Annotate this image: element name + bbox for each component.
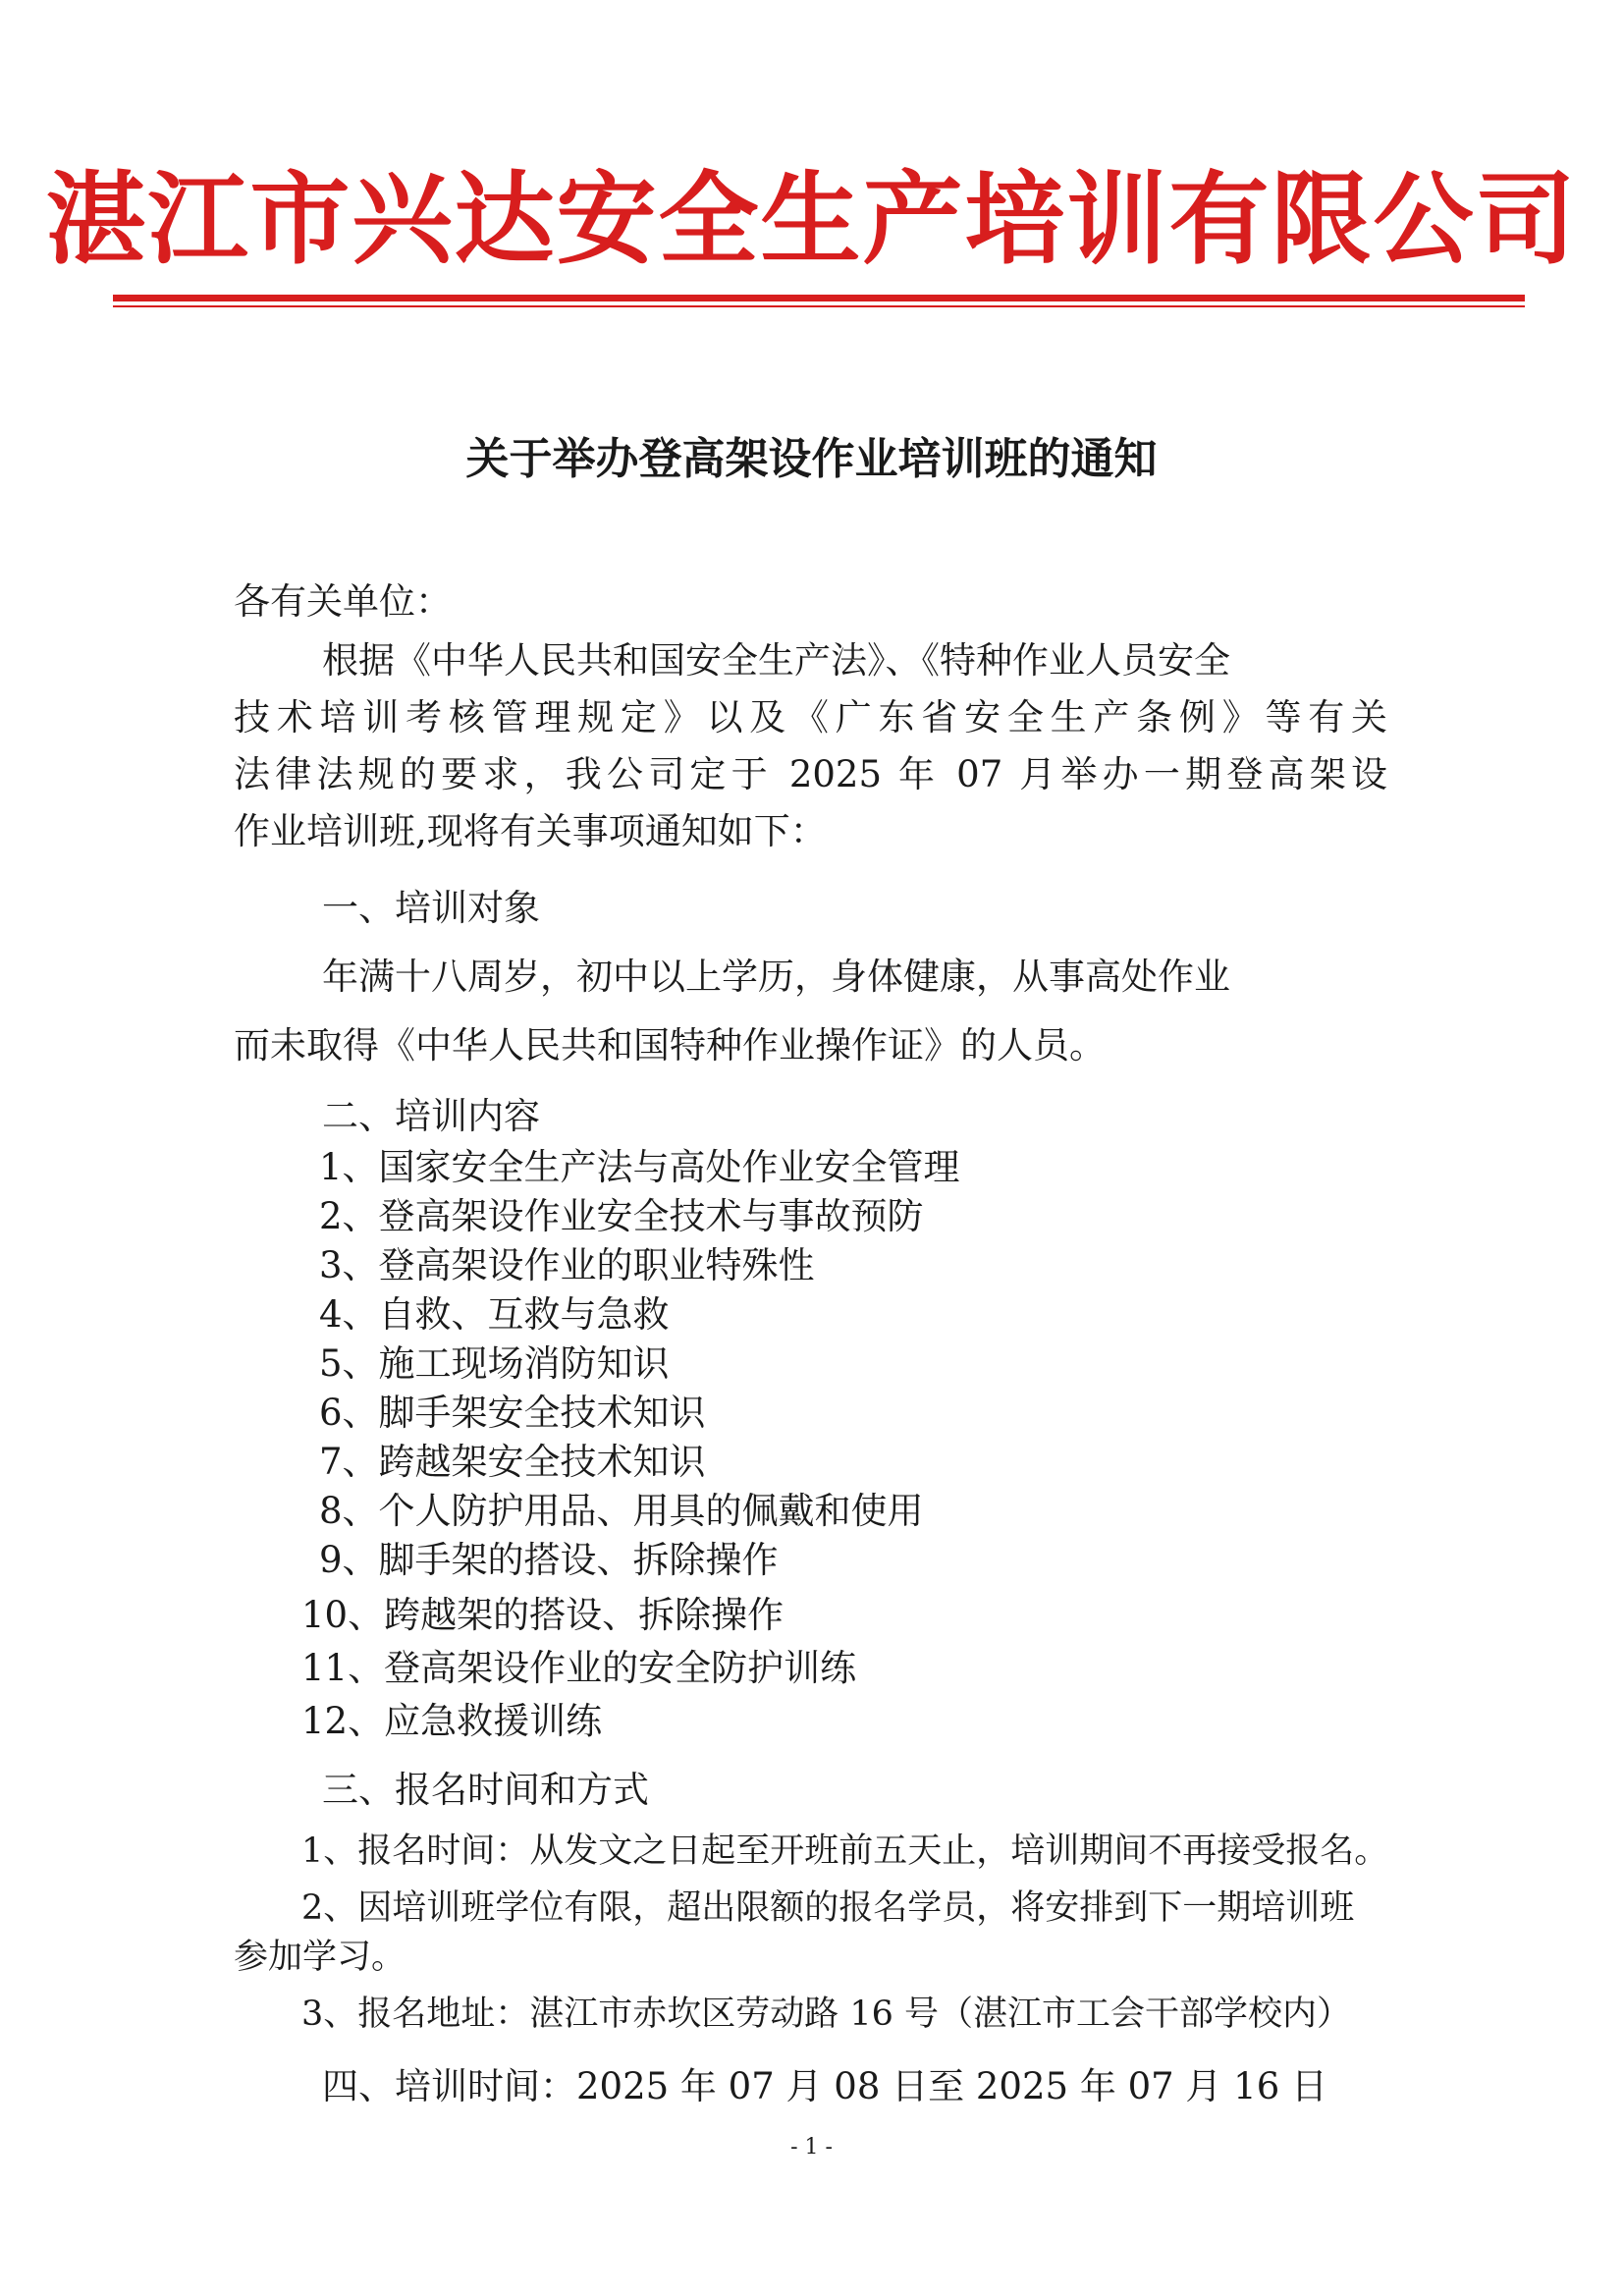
section-heading: 一、培训对象	[322, 887, 540, 929]
list-item: 10、跨越架的搭设、拆除操作	[301, 1594, 784, 1636]
section-heading: 三、报名时间和方式	[322, 1769, 649, 1811]
registration-item: 参加学习。	[234, 1938, 406, 1977]
list-item: 7、跨越架安全技术知识	[319, 1441, 706, 1483]
section-heading: 二、培训内容	[322, 1095, 540, 1137]
letterhead-rule-thin	[113, 305, 1525, 307]
list-item: 8、个人防护用品、用具的佩戴和使用	[319, 1490, 924, 1532]
document-title: 关于举办登高架设作业培训班的通知	[465, 434, 1158, 484]
list-item: 4、自救、互救与急救	[319, 1293, 670, 1336]
list-item: 9、脚手架的搭设、拆除操作	[319, 1539, 779, 1581]
registration-item: 1、报名时间：从发文之日起至开班前五天止，培训期间不再接受报名。	[301, 1831, 1389, 1871]
intro-line: 作业培训班,现将有关事项通知如下：	[234, 810, 827, 852]
list-item: 1、国家安全生产法与高处作业安全管理	[319, 1146, 960, 1188]
list-item: 12、应急救援训练	[301, 1700, 603, 1742]
page-number: - 1 -	[790, 2135, 833, 2159]
registration-item: 2、因培训班学位有限，超出限额的报名学员，将安排到下一期培训班	[301, 1888, 1355, 1928]
list-item: 3、登高架设作业的职业特殊性	[319, 1244, 815, 1286]
intro-line: 技术培训考核管理规定》以及《广东省安全生产条例》等有关	[234, 696, 1387, 738]
list-item: 11、登高架设作业的安全防护训练	[301, 1647, 857, 1689]
salutation: 各有关单位：	[234, 580, 452, 623]
intro-line: 法律法规的要求，我公司定于 2025 年 07 月举办一期登高架设	[234, 753, 1387, 795]
list-item: 2、登高架设作业安全技术与事故预防	[319, 1195, 924, 1237]
intro-line: 根据《中华人民共和国安全生产法》、《特种作业人员安全	[322, 639, 1230, 682]
section-text: 年满十八周岁，初中以上学历，身体健康，从事高处作业	[322, 956, 1230, 998]
registration-item: 3、报名地址：湛江市赤坎区劳动路 16 号（湛江市工会干部学校内）	[301, 1995, 1352, 2034]
section-text: 而未取得《中华人民共和国特种作业操作证》的人员。	[234, 1024, 1106, 1066]
section-heading: 四、培训时间：2025 年 07 月 08 日至 2025 年 07 月 16 日	[322, 2065, 1328, 2107]
list-item: 6、脚手架安全技术知识	[319, 1392, 706, 1434]
letterhead-rule-thick	[113, 295, 1525, 301]
letterhead-company-name: 湛江市兴达安全生产培训有限公司	[45, 162, 1578, 279]
list-item: 5、施工现场消防知识	[319, 1342, 670, 1385]
